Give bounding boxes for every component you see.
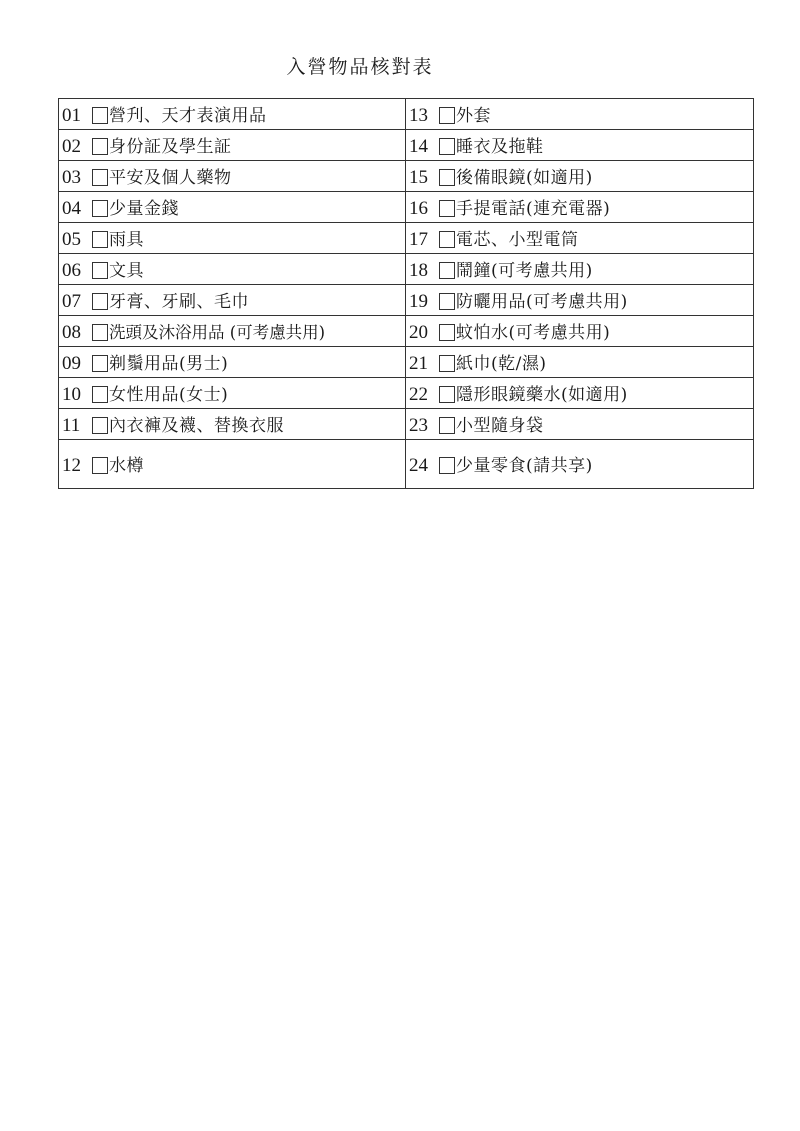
checkbox[interactable]: [92, 386, 108, 403]
item-number: 09: [62, 353, 81, 374]
item-number: 14: [409, 136, 428, 157]
item-label: 平安及個人藥物: [109, 168, 232, 188]
item-label: 鬧鐘(可考慮共用): [456, 261, 593, 281]
checklist-item: [406, 316, 754, 347]
checkbox[interactable]: [439, 138, 455, 155]
table-row: [59, 130, 754, 161]
table-row: [59, 285, 754, 316]
item-label: 少量金錢: [109, 199, 179, 219]
checklist-item: [59, 285, 406, 316]
checkbox[interactable]: [439, 262, 455, 279]
checklist-item: [59, 223, 406, 254]
checkbox[interactable]: [92, 417, 108, 434]
item-label: 水樽: [109, 456, 144, 476]
item-number: 15: [409, 167, 428, 188]
item-label: 雨具: [109, 230, 144, 250]
item-label: 防曬用品(可考慮共用): [456, 292, 628, 312]
checklist-item: [406, 347, 754, 378]
checkbox[interactable]: [92, 107, 108, 124]
table-row: [59, 99, 754, 130]
table-row: [59, 254, 754, 285]
item-number: 21: [409, 353, 428, 374]
item-label: 營刋、天才表演用品: [109, 106, 267, 126]
checkbox[interactable]: [92, 355, 108, 372]
table-row: [59, 378, 754, 409]
item-number: 13: [409, 105, 428, 126]
item-number: 05: [62, 229, 81, 250]
item-number: 04: [62, 198, 81, 219]
item-label: 牙膏、牙刷、毛巾: [109, 292, 249, 312]
table-row: [59, 316, 754, 347]
item-number: 22: [409, 384, 428, 405]
checklist-item: [406, 254, 754, 285]
table-row: [59, 161, 754, 192]
table-row: [59, 347, 754, 378]
item-number: 03: [62, 167, 81, 188]
item-label: 紙巾(乾/濕): [456, 354, 547, 374]
checkbox[interactable]: [439, 293, 455, 310]
checklist-item: [406, 130, 754, 161]
checkbox[interactable]: [92, 262, 108, 279]
item-label: 小型隨身袋: [456, 416, 544, 436]
table-row: [59, 409, 754, 440]
item-number: 16: [409, 198, 428, 219]
checklist-item: [59, 161, 406, 192]
checklist-item: [406, 161, 754, 192]
item-number: 10: [62, 384, 81, 405]
checklist-item: [59, 378, 406, 409]
checkbox[interactable]: [92, 293, 108, 310]
item-number: 12: [62, 455, 81, 476]
checklist-item: [406, 440, 754, 489]
checkbox[interactable]: [92, 231, 108, 248]
checklist-item: [59, 254, 406, 285]
item-label: 電芯、小型電筒: [456, 230, 579, 250]
checklist-item: [59, 347, 406, 378]
item-label: 文具: [109, 261, 144, 281]
checkbox[interactable]: [439, 386, 455, 403]
checkbox[interactable]: [92, 324, 108, 341]
page-title: 入營物品核對表: [286, 56, 434, 78]
item-label: 外套: [456, 106, 491, 126]
table-row: [59, 192, 754, 223]
checklist-item: [59, 316, 406, 347]
checkbox[interactable]: [439, 107, 455, 124]
item-label: 睡衣及拖鞋: [456, 137, 544, 157]
checklist-item: [406, 99, 754, 130]
item-number: 01: [62, 105, 81, 126]
table-row: [59, 440, 754, 489]
checkbox[interactable]: [92, 138, 108, 155]
item-number: 06: [62, 260, 81, 281]
checkbox[interactable]: [439, 324, 455, 341]
checkbox[interactable]: [92, 457, 108, 474]
checklist-item: [59, 440, 406, 489]
item-label: 少量零食(請共享): [456, 456, 593, 476]
checklist-item: [406, 223, 754, 254]
item-label: 內衣褲及襪、替換衣服: [109, 416, 284, 436]
checklist-item: [59, 409, 406, 440]
item-label: 蚊怕水(可考慮共用): [456, 323, 611, 343]
checklist-item: [406, 378, 754, 409]
item-number: 23: [409, 415, 428, 436]
item-label: 女性用品(女士): [109, 385, 229, 405]
item-label: 手提電話(連充電器): [456, 199, 611, 219]
table-row: [59, 223, 754, 254]
item-label: 隱形眼鏡藥水(如適用): [456, 385, 628, 405]
item-number: 11: [62, 415, 81, 436]
item-number: 19: [409, 291, 428, 312]
item-number: 20: [409, 322, 428, 343]
checkbox[interactable]: [92, 169, 108, 186]
item-number: 07: [62, 291, 81, 312]
item-number: 17: [409, 229, 428, 250]
checklist-item: [406, 285, 754, 316]
checkbox[interactable]: [439, 457, 455, 474]
checkbox[interactable]: [439, 355, 455, 372]
checkbox[interactable]: [439, 231, 455, 248]
item-number: 08: [62, 321, 81, 343]
checklist-table: [58, 98, 754, 489]
item-label: 身份証及學生証: [109, 137, 232, 157]
item-label: 洗頭及沐浴用品 (可考慮共用): [109, 322, 326, 342]
checklist-item: [406, 409, 754, 440]
item-label: 剃鬚用品(男士): [109, 354, 229, 374]
item-number: 18: [409, 260, 428, 281]
checklist-item: [406, 192, 754, 223]
item-number: 02: [62, 136, 81, 157]
checkbox[interactable]: [439, 169, 455, 186]
checklist-item: [59, 99, 406, 130]
checklist-item: [59, 130, 406, 161]
checkbox[interactable]: [439, 417, 455, 434]
checklist-item: [59, 192, 406, 223]
item-label: 後備眼鏡(如適用): [456, 168, 593, 188]
checkbox[interactable]: [92, 200, 108, 217]
item-number: 24: [409, 455, 428, 476]
checkbox[interactable]: [439, 200, 455, 217]
